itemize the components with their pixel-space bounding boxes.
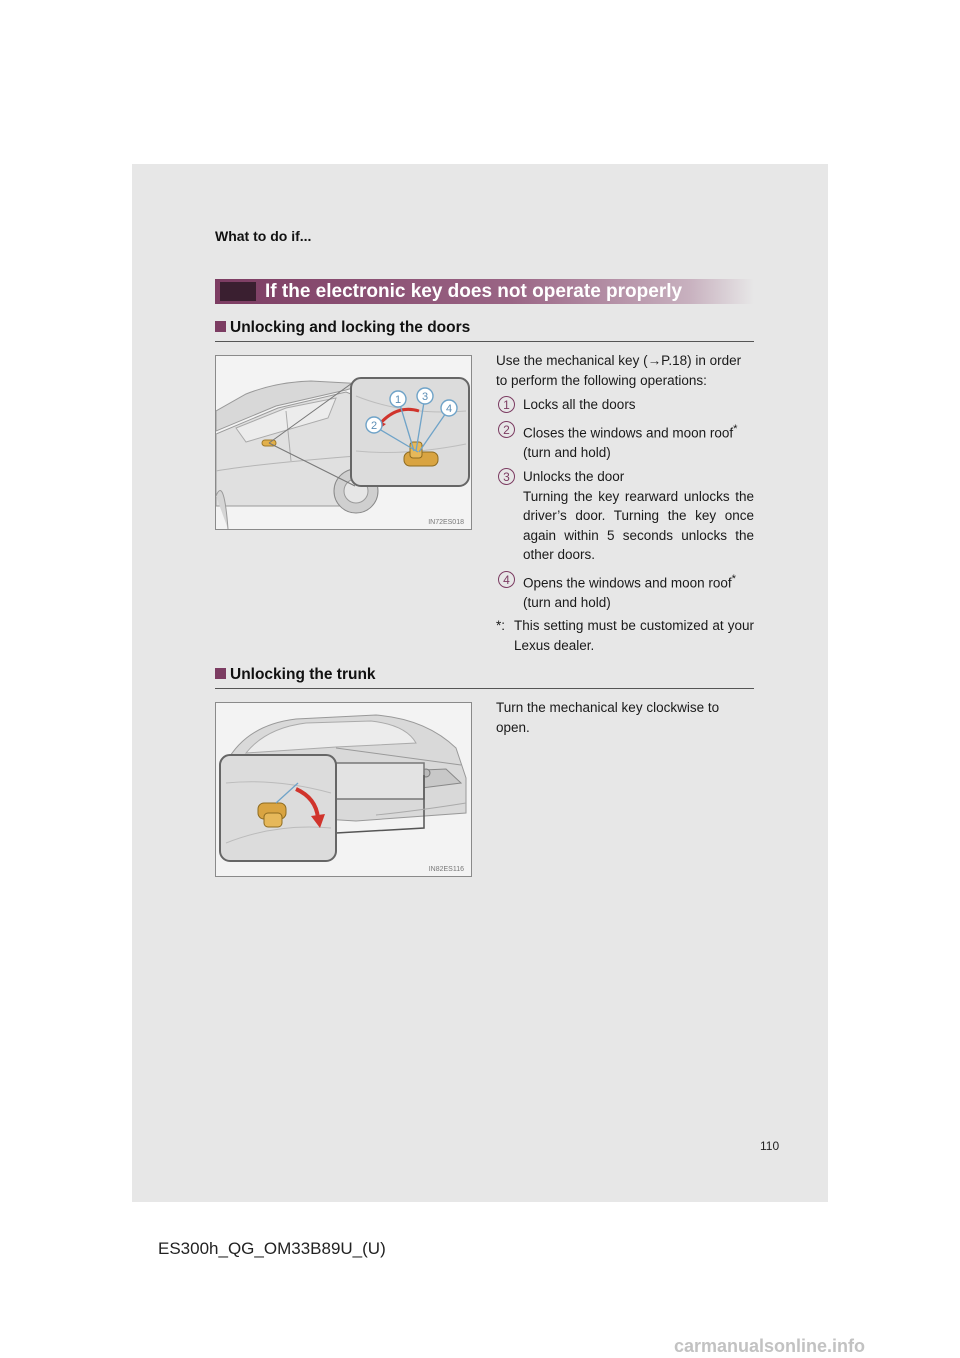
running-head: What to do if... [215, 228, 312, 244]
figure-code: IN72ES018 [428, 519, 464, 526]
step-text: Closes the windows and moon roof* [523, 422, 738, 440]
step-text: Opens the windows and moon roof* [523, 572, 737, 590]
section-heading-text: Unlocking and locking the doors [230, 319, 471, 336]
section-heading-doors [215, 319, 754, 342]
step-number-icon: 2 [498, 421, 515, 438]
section-heading-text: Unlocking the trunk [230, 666, 376, 683]
page-number: 110 [760, 1139, 780, 1153]
step-subtext: Turning the key rearward unlocks the driver’s door. Turning the key once again within 5 seconds unlocks the other doors. [523, 488, 754, 562]
trunk-lock-illustration [216, 703, 471, 876]
step-number-icon: 3 [498, 468, 515, 485]
footnote-text: This setting must be customized at your Lexus dealer. [514, 618, 754, 653]
figure-door-lock [215, 355, 472, 530]
heading-square-icon [215, 321, 226, 332]
page-reference-link[interactable]: P.18 [661, 353, 688, 368]
title-tab [220, 282, 256, 301]
step-subtext: (turn and hold) [523, 594, 611, 610]
figure-trunk-lock [215, 702, 472, 877]
step-text: Unlocks the door [523, 469, 625, 484]
step-item [496, 467, 754, 565]
figure-code: IN82ES116 [428, 866, 464, 873]
footnote [496, 616, 754, 655]
step-item [496, 395, 754, 415]
svg-text:3: 3 [421, 391, 429, 403]
step-item [496, 570, 754, 613]
section-title-bar [215, 279, 754, 304]
step-subtext: (turn and hold) [523, 444, 611, 460]
footnote-mark: *: [496, 618, 506, 633]
heading-square-icon [215, 668, 226, 679]
doors-instructions [496, 351, 754, 655]
footnote-star-icon: * [733, 422, 738, 435]
step-item [496, 420, 754, 463]
svg-text:2: 2 [370, 420, 378, 432]
footnote-star-icon: * [731, 572, 737, 585]
intro-text: Use the mechanical key (→P.18) in order to perform the following operations: [496, 353, 742, 388]
step-text: Locks all the doors [523, 397, 636, 412]
manual-page [132, 164, 828, 1202]
trunk-text: Turn the mechanical key clockwise to open. [496, 700, 720, 735]
arrow-icon: → [647, 353, 662, 368]
step-number-icon: 4 [498, 571, 515, 588]
page-title: If the electronic key does not operate properly [265, 281, 683, 302]
document-code: ES300h_QG_OM33B89U_(U) [158, 1239, 386, 1258]
svg-text:1: 1 [394, 394, 402, 406]
svg-text:4: 4 [445, 403, 453, 415]
section-heading-trunk [215, 666, 754, 689]
trunk-instructions [496, 698, 754, 737]
watermark: carmanualsonline.info [674, 1336, 866, 1356]
step-number-icon: 1 [498, 396, 515, 413]
door-lock-illustration [216, 356, 471, 529]
